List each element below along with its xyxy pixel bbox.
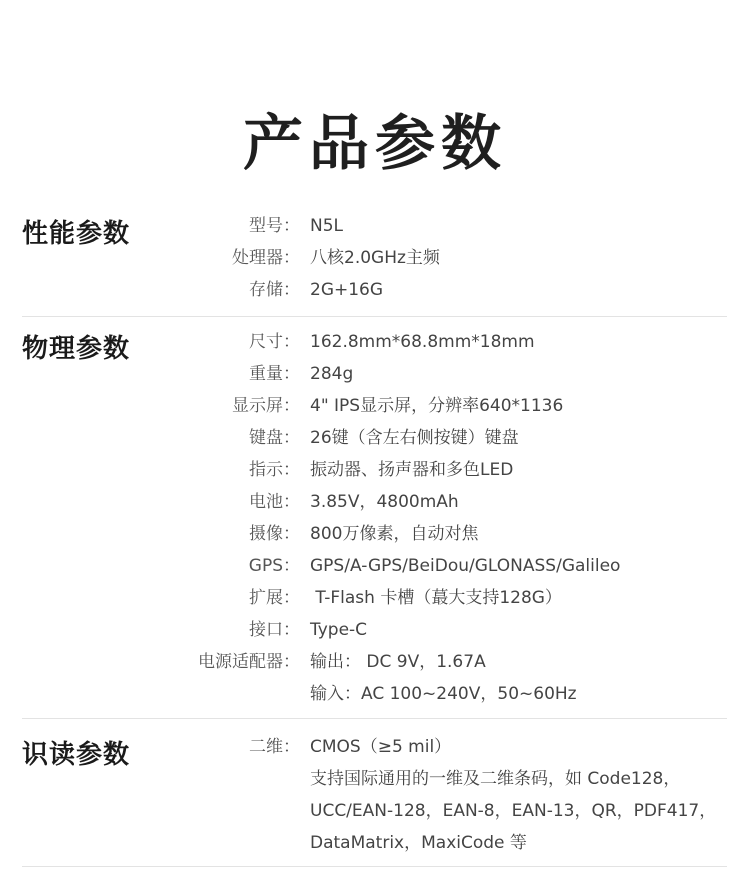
spec-row-indicator xyxy=(0,454,750,486)
spec-row-camera xyxy=(0,518,750,550)
spec-label: 显示屏： xyxy=(232,396,300,416)
spec-row-processor xyxy=(0,242,750,274)
spec-value: CMOS（≥5 mil） xyxy=(310,737,452,757)
spec-row-symbologies-1 xyxy=(0,763,750,795)
spec-row-gps xyxy=(0,550,750,582)
spec-row-power-input xyxy=(0,678,750,710)
spec-label: 处理器： xyxy=(232,248,300,268)
page-title: 产品参数 xyxy=(243,109,507,179)
spec-label: 二维： xyxy=(249,737,300,757)
spec-label: 扩展： xyxy=(249,588,300,608)
spec-value: 输出： DC 9V，1.67A xyxy=(310,652,486,672)
spec-label: 存储： xyxy=(249,280,300,300)
spec-value: 284g xyxy=(310,364,354,384)
spec-value: 八核2.0GHz主频 xyxy=(310,248,440,268)
spec-value: 26键（含左右侧按键）键盘 xyxy=(310,428,519,448)
spec-value: 800万像素，自动对焦 xyxy=(310,524,479,544)
spec-label: 摄像： xyxy=(249,524,300,544)
section-title: 识读参数 xyxy=(22,740,131,770)
spec-label: 接口： xyxy=(249,620,300,640)
spec-row-weight xyxy=(0,358,750,390)
spec-row-battery xyxy=(0,486,750,518)
spec-value: Type-C xyxy=(310,620,368,640)
spec-row-power-adapter xyxy=(0,646,750,678)
spec-label: 电池： xyxy=(249,492,300,512)
spec-value: DataMatrix，MaxiCode 等 xyxy=(310,833,527,853)
section-divider xyxy=(22,866,727,867)
spec-value: 2G+16G xyxy=(310,280,384,300)
spec-label: 尺寸： xyxy=(249,332,300,352)
spec-row-symbologies-3 xyxy=(0,827,750,859)
spec-row-expansion xyxy=(0,582,750,614)
spec-row-storage xyxy=(0,274,750,306)
spec-value: 3.85V，4800mAh xyxy=(310,492,459,512)
spec-value: UCC/EAN-128，EAN-8，EAN-13，QR，PDF417， xyxy=(310,801,717,821)
spec-label: 重量： xyxy=(249,364,300,384)
spec-value: 4" IPS显示屏，分辨率640*1136 xyxy=(310,396,564,416)
spec-value: 输入：AC 100~240V，50~60Hz xyxy=(310,684,577,704)
spec-label: 指示： xyxy=(249,460,300,480)
spec-row-model xyxy=(0,210,750,242)
spec-value: N5L xyxy=(310,216,344,236)
spec-label: 电源适配器： xyxy=(198,652,300,672)
spec-value: 振动器、扬声器和多色LED xyxy=(310,460,514,480)
section-title: 性能参数 xyxy=(22,219,131,249)
spec-value: 162.8mm*68.8mm*18mm xyxy=(310,332,535,352)
spec-label: GPS： xyxy=(248,556,300,576)
spec-row-keyboard xyxy=(0,422,750,454)
spec-row-2d xyxy=(0,731,750,763)
spec-label: 键盘： xyxy=(249,428,300,448)
spec-row-display xyxy=(0,390,750,422)
spec-row-port xyxy=(0,614,750,646)
section-divider xyxy=(22,718,727,719)
spec-label: 型号： xyxy=(249,216,300,236)
spec-value: GPS/A-GPS/BeiDou/GLONASS/Galileo xyxy=(310,556,621,576)
section-divider xyxy=(22,316,727,317)
spec-value: 支持国际通用的一维及二维条码，如 Code128， xyxy=(310,769,681,789)
spec-row-symbologies-2 xyxy=(0,795,750,827)
spec-value: T-Flash 卡槽（蕞大支持128G） xyxy=(310,588,562,608)
section-title: 物理参数 xyxy=(22,334,131,364)
spec-row-size xyxy=(0,326,750,358)
